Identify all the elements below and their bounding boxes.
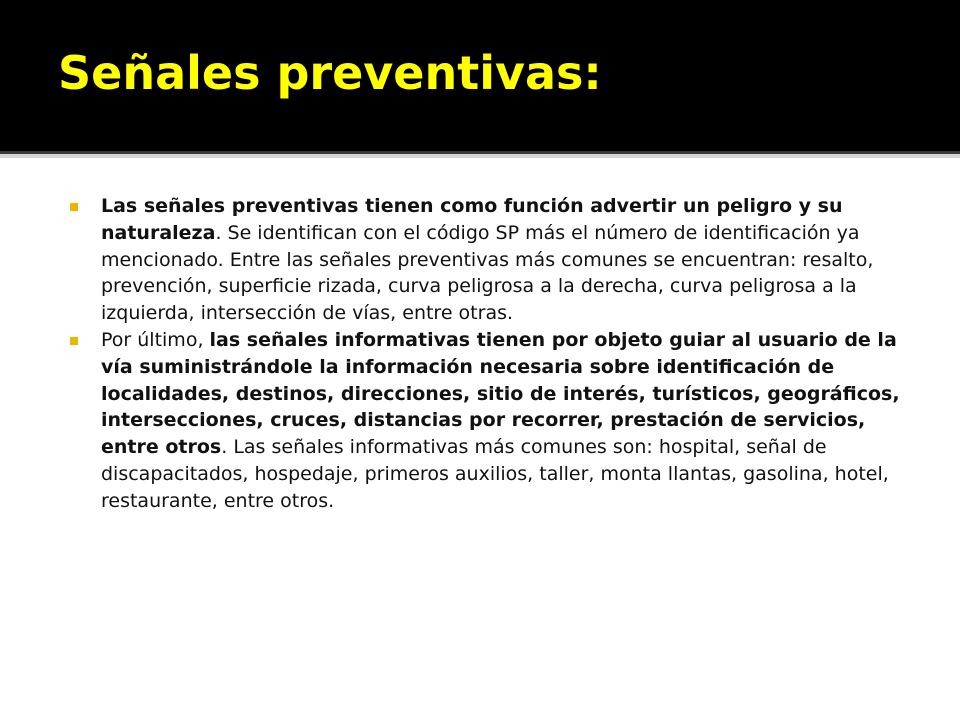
bullet-text: . Se identifican con el código SP más el número de identificación ya mencionado. Entre las señales preventivas más comunes se encuentran: resalto, prevención, superficie rizada, curva peligrosa a la derecha, curva peligrosa a la izquierda, intersección de vías, entre otras.	[101, 221, 874, 325]
bullet-text: Por último,	[101, 328, 210, 351]
bullet-text: . Las señales informativas más comunes son: hospital, señal de discapacitados, hospedaje, primeros auxilios, taller, monta llantas, gasolina, hotel, restaurante, entre otros.	[101, 436, 889, 512]
bullet-item-preventive	[70, 193, 905, 327]
title-bar	[0, 0, 960, 151]
slide-title: Señales preventivas:	[58, 46, 602, 100]
bullet-text-bold: las señales informativas tienen por objeto guiar al usuario de la vía suministrándole la información necesaria sobre identificación de localidades, destinos, direcciones, sitio de interés, turísticos, geográficos, intersecciones, cruces, distancias por recorrer, prestación de servicios, entre otros	[101, 328, 900, 459]
square-bullet-icon	[70, 203, 78, 211]
square-bullet-icon	[70, 337, 78, 345]
title-divider-light	[0, 154, 960, 158]
bullet-list	[70, 193, 905, 515]
bullet-item-informative	[70, 327, 905, 515]
bullet-text-bold: Las señales preventivas tienen como función advertir un peligro y su naturaleza	[101, 195, 843, 244]
